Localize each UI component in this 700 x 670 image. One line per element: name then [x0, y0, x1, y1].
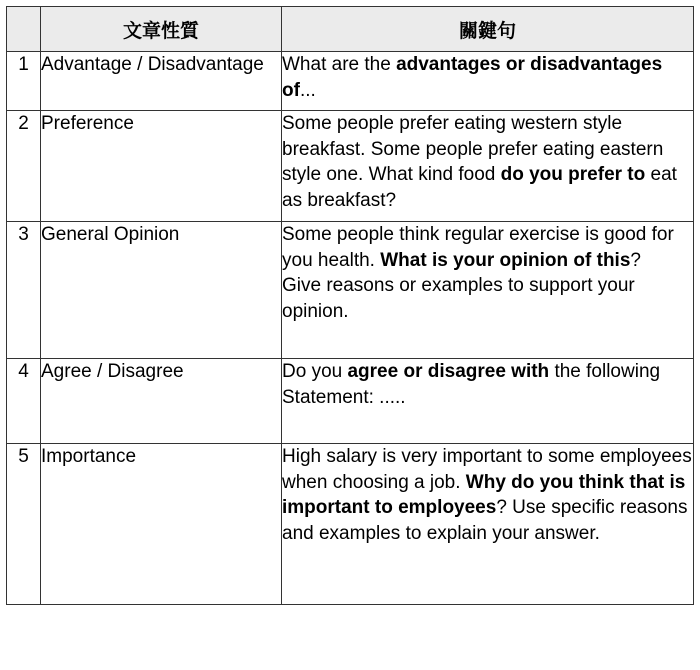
row-number: 3	[7, 222, 41, 359]
key-sentence-segment: Do you	[282, 361, 348, 382]
row-number: 1	[7, 52, 41, 111]
key-sentence	[282, 111, 694, 222]
essay-type: General Opinion	[41, 222, 282, 359]
key-sentence-segment: Some people prefer eating western style breakfast. Some people prefer eating eastern style one. What kind food	[282, 113, 664, 185]
essay-type-table	[6, 6, 694, 605]
key-sentence	[282, 359, 694, 444]
table-row	[7, 111, 694, 222]
key-sentence-segment: Statement: .....	[282, 386, 406, 408]
key-sentence-emphasis: Why do you think that is important to employees	[282, 471, 686, 518]
essay-type: Preference	[41, 111, 282, 222]
key-sentence	[282, 222, 694, 359]
essay-type: Advantage / Disadvantage	[41, 52, 282, 111]
key-sentence-segment: ...	[299, 79, 316, 101]
row-number: 2	[7, 111, 41, 222]
key-sentence-segment: the following	[549, 361, 661, 382]
row-number: 4	[7, 359, 41, 444]
key-sentence	[282, 52, 694, 111]
key-sentence-emphasis: agree or disagree with	[347, 361, 550, 382]
key-sentence-segment: ?	[630, 249, 641, 271]
key-sentence	[282, 444, 694, 605]
key-sentence-emphasis: do you prefer to	[500, 164, 646, 185]
header-essay-type: 文章性質	[41, 7, 282, 52]
key-sentence-segment: What are the	[282, 54, 397, 75]
header-key-sentence: 關鍵句	[282, 7, 694, 52]
key-sentence-emphasis: advantages or disadvantages of	[282, 54, 663, 101]
key-sentence-segment: Give reasons or examples to support your opinion.	[282, 275, 635, 322]
key-sentence-segment: Some people think regular exercise is good for you health.	[282, 224, 674, 271]
header-row	[7, 7, 694, 52]
table-row	[7, 444, 694, 605]
key-sentence-segment: ? Use specific reasons and examples to explain your answer.	[282, 497, 688, 544]
essay-type: Agree / Disagree	[41, 359, 282, 444]
header-number	[7, 7, 41, 52]
key-sentence-segment: High salary is very important to some employees when choosing a job.	[282, 446, 692, 493]
table-row	[7, 222, 694, 359]
table-row	[7, 359, 694, 444]
key-sentence-emphasis: What is your opinion of this	[380, 249, 631, 271]
row-number: 5	[7, 444, 41, 605]
essay-type: Importance	[41, 444, 282, 605]
table-row	[7, 52, 694, 111]
key-sentence-segment: eat as breakfast?	[282, 164, 677, 211]
